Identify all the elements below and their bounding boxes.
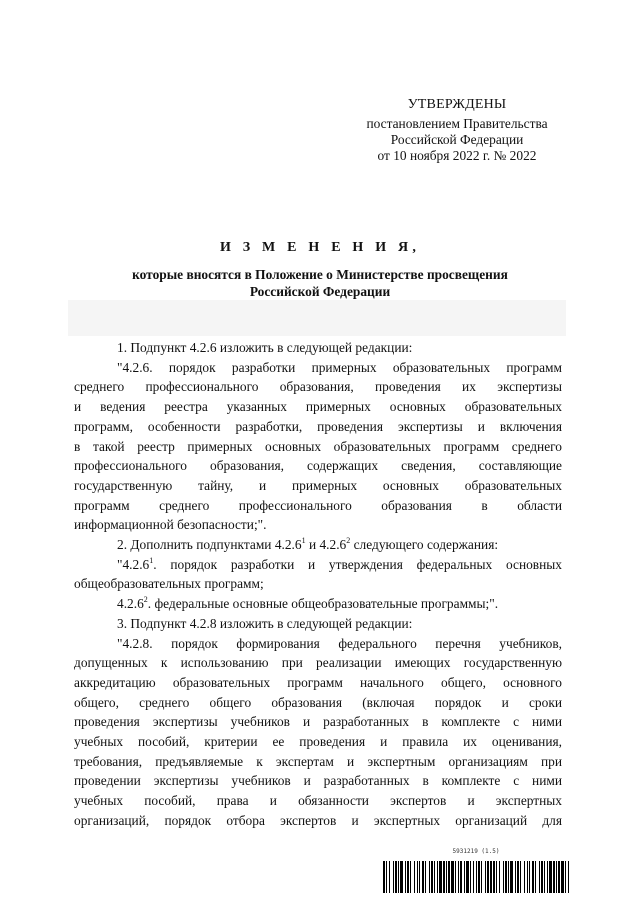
approval-heading: УТВЕРЖДЕНЫ <box>407 97 507 112</box>
text-line: требования, предъявляемые к экспертам и экспертным организациям при <box>74 753 562 769</box>
subpoint-number: 4.2.6 <box>117 596 144 612</box>
shaded-band <box>68 300 566 336</box>
item-3-text <box>74 634 562 831</box>
text-line: аккредитацию образовательных программ начального общего, основного <box>74 674 562 690</box>
text-line: и ведения реестра указанных примерных основных образовательных <box>74 399 562 415</box>
text-line: среднего профессионального образования, проведения их экспертизы <box>74 379 562 395</box>
text-line: учебных пособий, критерии ее проведения и правила их оценивания, <box>74 734 562 750</box>
text-line: программ среднего профессионального образования в области <box>74 497 562 513</box>
text-line: информационной безопасности;". <box>74 517 267 533</box>
text-line: профессионального образования, содержащих сведения, составляющие <box>74 458 562 474</box>
text-line: "4.2.8. порядок формирования федерального перечня учебников, <box>117 635 562 651</box>
approval-stamp <box>342 97 572 164</box>
superscript: 1 <box>149 555 154 565</box>
text-line: общеобразовательных программ; <box>74 576 264 592</box>
text-line: программ, особенности разработки, проведения экспертизы и включения <box>74 418 562 434</box>
text-line: в такой реестр примерных основных образовательных программ среднего <box>74 438 562 454</box>
text-line: допущенных к использованию при реализации имеющих государственную <box>74 655 562 671</box>
approval-date-line: от 10 ноября 2022 г. № 2022 <box>377 148 537 163</box>
subpoint-text: . федеральные основные общеобразовательные программы;". <box>147 596 499 612</box>
item-2-intro-text: и 4.2.6 <box>305 537 347 553</box>
item-2-subpoint-1 <box>74 555 562 594</box>
text-line: организаций, порядок отбора экспертов и экспертных организаций для <box>74 812 562 828</box>
item-3-intro: 3. Подпункт 4.2.8 изложить в следующей редакции: <box>117 615 413 631</box>
subtitle-line-2: Российской Федерации <box>249 284 391 299</box>
text-line: проведении экспертизы учебников и разработанных в комплекте с ними <box>74 773 562 789</box>
superscript: 1 <box>301 536 306 546</box>
document-title: И З М Е Н Е Н И Я, <box>219 240 421 255</box>
text-line: государственную тайну, и примерных основных образовательных <box>74 477 562 493</box>
text-line: проведения экспертизы учебников и разработанных в комплекте с ними <box>74 714 562 730</box>
item-1-text <box>74 358 562 535</box>
text-line: общего, среднего общего образования (включая порядок и сроки <box>74 694 562 710</box>
barcode-icon <box>383 861 569 893</box>
item-1-intro: 1. Подпункт 4.2.6 изложить в следующей редакции: <box>117 340 413 355</box>
superscript: 2 <box>346 536 351 546</box>
superscript: 2 <box>143 595 148 605</box>
subpoint-number: "4.2.6 <box>117 556 150 572</box>
item-2-subpoint-2 <box>74 594 562 614</box>
text-line: "4.2.6. порядок разработки примерных образовательных программ <box>117 359 562 375</box>
item-2-intro-text: следующего содержания: <box>350 537 499 553</box>
subtitle-line-1: которые вносятся в Положение о Министерстве просвещения <box>132 267 508 282</box>
item-2-intro <box>74 535 562 555</box>
approval-line-1: постановлением Правительства <box>366 116 548 131</box>
document-body <box>74 338 562 831</box>
barcode-number: 5931219 (1.5) <box>452 848 500 855</box>
item-2-intro-text: 2. Дополнить подпунктами 4.2.6 <box>117 537 302 553</box>
text-line: учебных пособий, права и обязанности экспертов и экспертных <box>74 793 562 809</box>
text-line <box>74 555 562 575</box>
subpoint-text: . порядок разработки и утверждения федеральных основных <box>153 556 562 572</box>
document-subtitle <box>82 266 558 300</box>
approval-line-2: Российской Федерации <box>390 132 524 147</box>
